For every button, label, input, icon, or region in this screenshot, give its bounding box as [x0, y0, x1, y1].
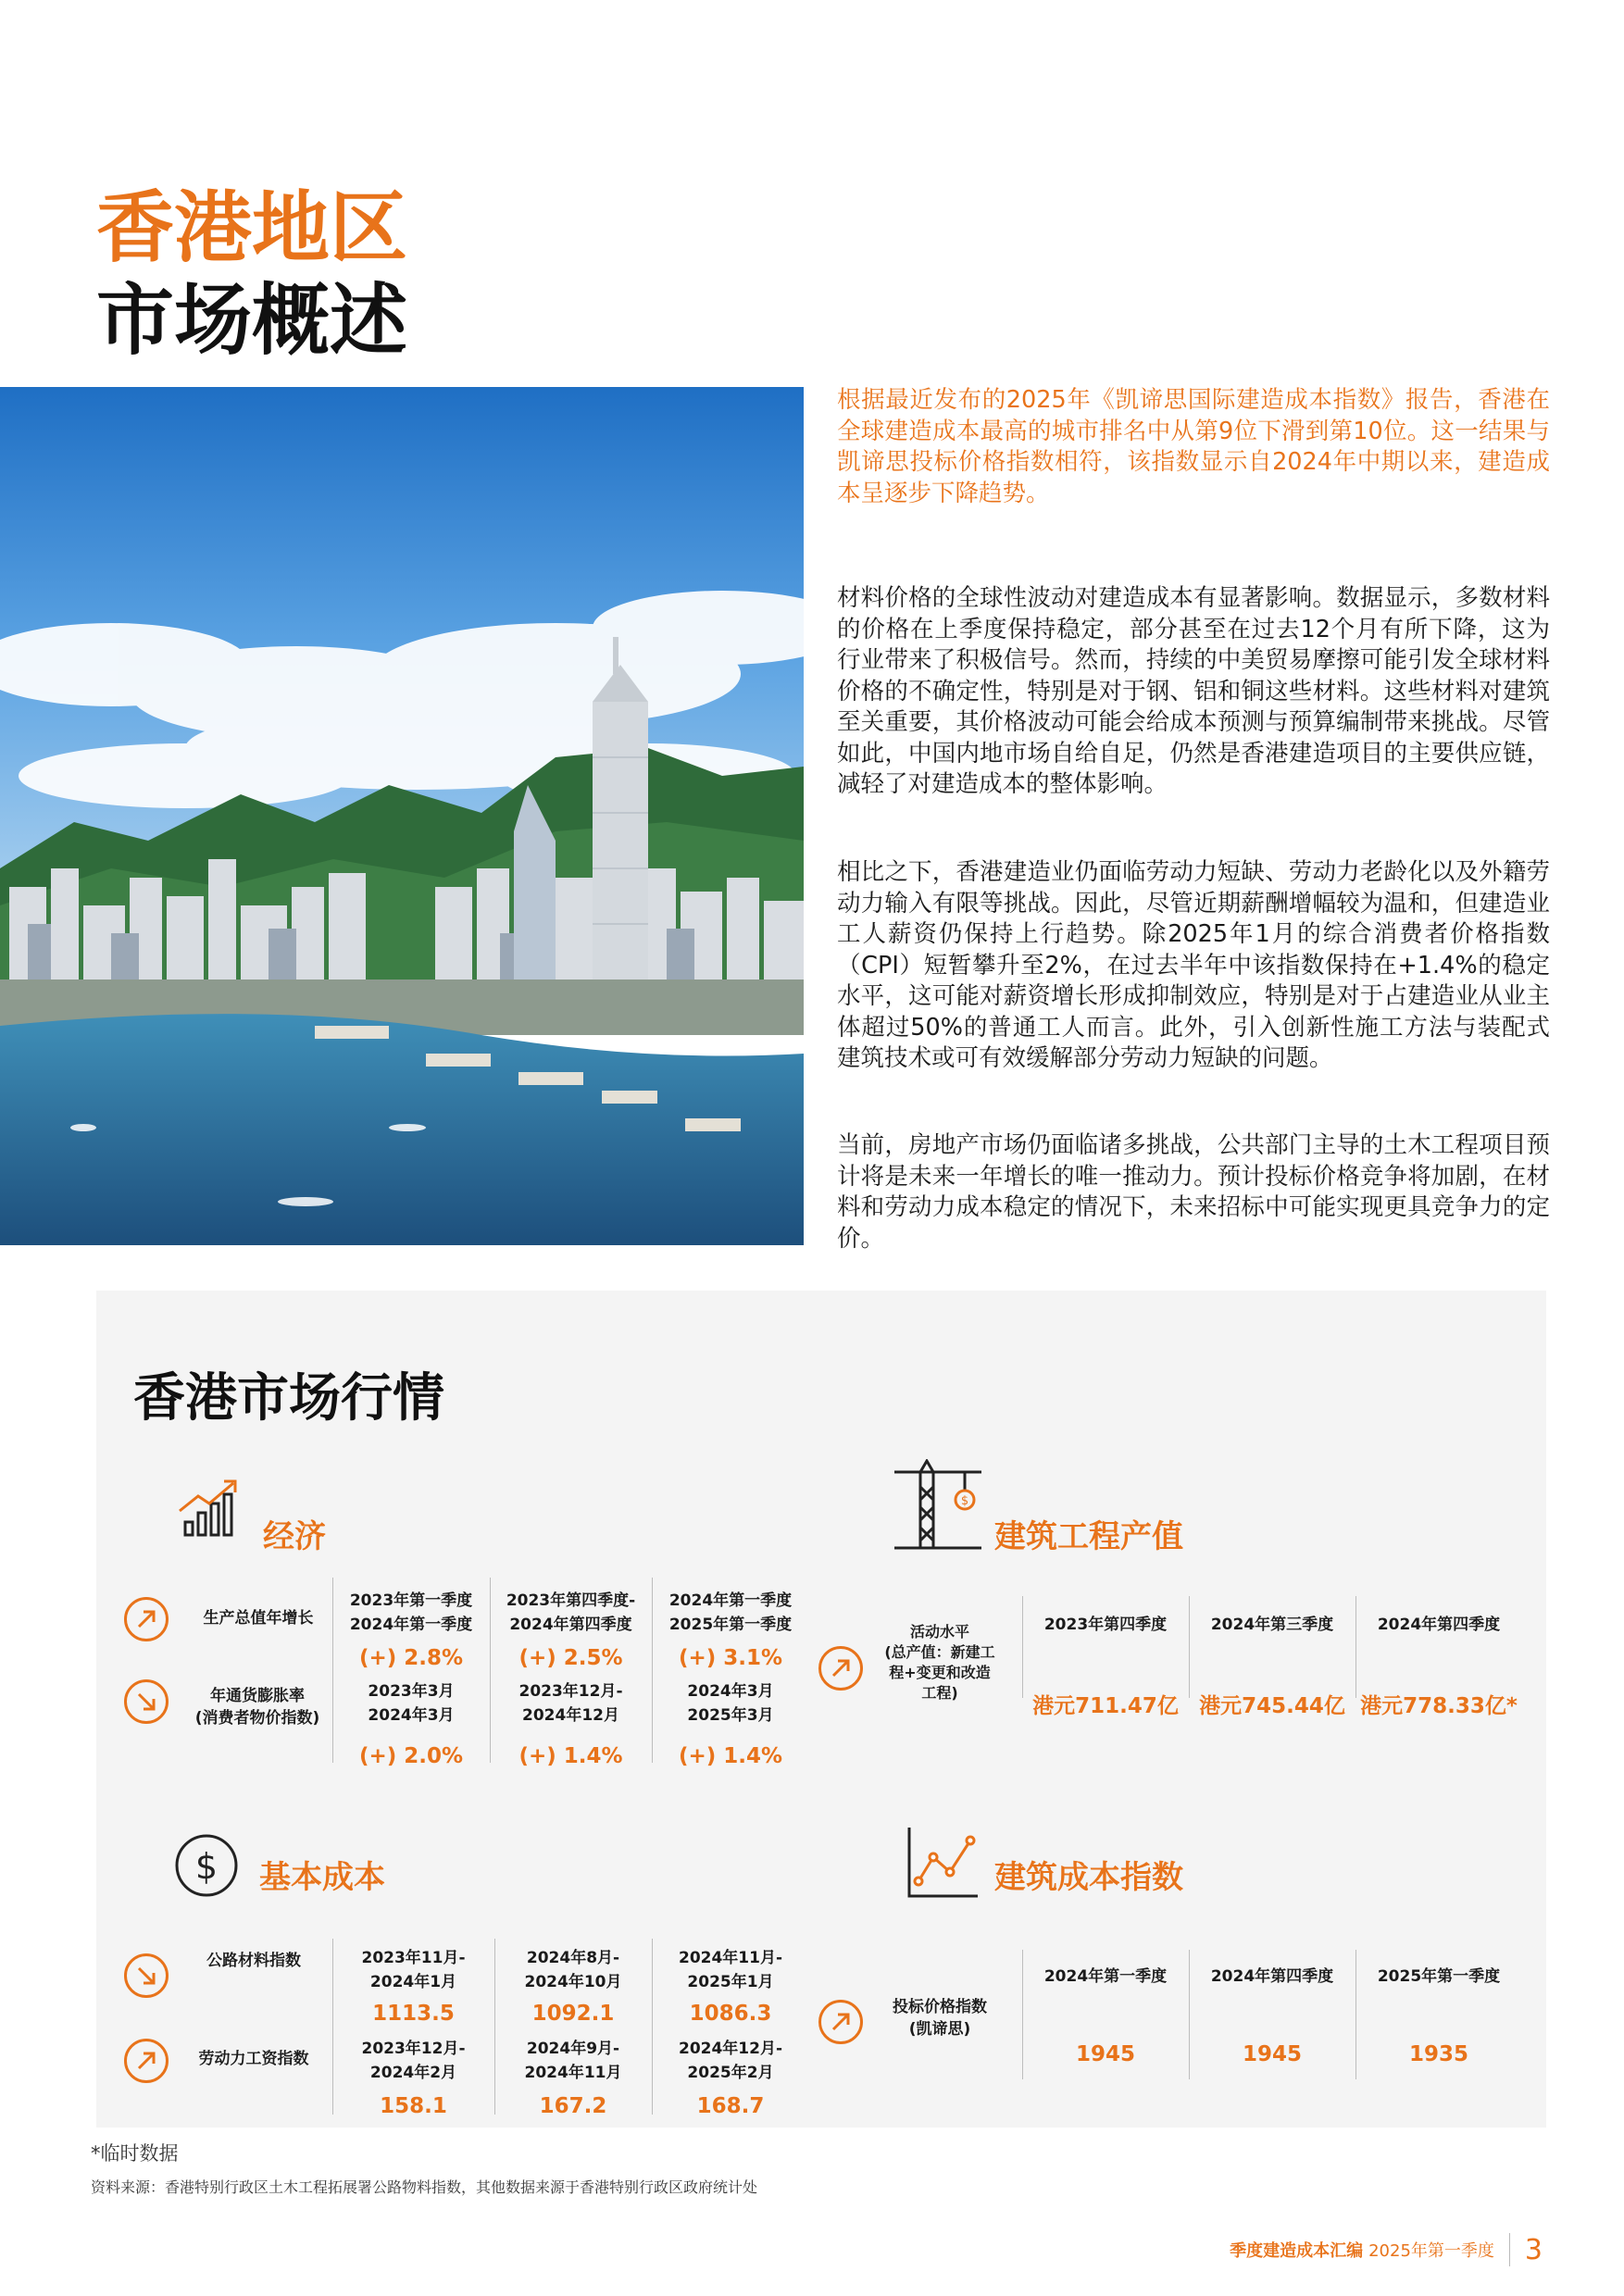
skyline-illustration [0, 387, 804, 1245]
footer-divider [1509, 2233, 1510, 2266]
paragraph-1 [837, 583, 1550, 801]
cpi-period-3: 2024年3月 2025年3月 [687, 1682, 774, 1725]
market-title: 香港市场行情 [133, 1368, 444, 1429]
gdp-period-2: 2023年第四季度- 2024年第四季度 [506, 1591, 636, 1634]
paragraph-1-text: 材料价格的全球性波动对建造成本有显著影响。数据显示，多数材料的价格在上季度保持稳定，部分甚至在过去12个月有所下降，这为行业带来了积极信号。然而，持续的中美贸易摩擦可能引发全球材料价格的不确定性，特别是对于钢、铝和铜这些材料。这些材料对建筑至关重要，其价格波动可能会给成本预测与预算编制带来挑战。尽管如此，中国内地市场自给自足，仍然是香港建造项目的主要供应链，减轻了对建造成本的整体影响。 [837, 584, 1550, 798]
labour-value-1: 158.1 [380, 2094, 447, 2118]
hero-photo-hong-kong [0, 387, 804, 1245]
lead-paragraph [837, 385, 1550, 509]
cost-index-title: 建筑成本指数 [994, 1859, 1183, 1896]
cpi-label: 年通货膨胀率 (消费者物价指数) [194, 1687, 320, 1728]
arrow-up-right-icon [830, 1657, 852, 1679]
svg-text:$: $ [960, 1494, 969, 1508]
lead-text: 根据最近发布的2025年《凯谛思国际建造成本指数》报告，香港在全球建造成本最高的城市排名中从第9位下滑到第10位。这一结果与凯谛思投标价格指数相符，该指数显示自2024年中期以来，建造成本呈逐步下降趋势。 [837, 386, 1550, 507]
cpi-value-3: (+) 1.4% [678, 1744, 783, 1768]
tender-price-index-label: 投标价格指数 (凯谛思) [893, 1998, 987, 2039]
base-cost-title: 基本成本 [259, 1859, 385, 1896]
road-value-3: 1086.3 [689, 2002, 772, 2026]
road-value-1: 1113.5 [372, 2002, 455, 2026]
arrow-down-right-icon [135, 1691, 157, 1713]
bar-chart-growth-icon [176, 1476, 246, 1539]
edition: 2025年第一季度 [1368, 2241, 1494, 2261]
svg-text:$: $ [194, 1846, 219, 1887]
page-footer [1230, 2233, 1543, 2266]
cpi-period-1: 2023年3月 2024年3月 [368, 1682, 455, 1725]
title-line-2: 市场概述 [96, 275, 408, 366]
publication-name: 季度建造成本汇编 [1230, 2241, 1364, 2261]
data-source: 资料来源：香港特别行政区土木工程拓展署公路物料指数，其他数据来源于香港特别行政区政府统计处 [91, 2178, 758, 2196]
dollar-icon [174, 1833, 239, 1898]
gdp-label: 生产总值年增长 [203, 1609, 314, 1628]
labour-period-2: 2024年9月- 2024年11月 [524, 2040, 622, 2082]
crane-icon [893, 1459, 985, 1552]
trend-up-circle [818, 2000, 863, 2044]
arrow-up-right-icon [830, 2011, 852, 2033]
labour-value-2: 167.2 [539, 2094, 607, 2118]
page-number: 3 [1524, 2233, 1543, 2266]
road-period-1: 2023年11月- 2024年1月 [361, 1949, 466, 1991]
arrow-up-right-icon [135, 1608, 157, 1630]
market-panel [96, 1291, 1546, 2128]
trend-up-circle [124, 1597, 169, 1641]
trend-up-circle [818, 1646, 863, 1691]
paragraph-3-text: 当前，房地产市场仍面临诸多挑战，公共部门主导的土木工程项目预计将是未来一年增长的唯一推动力。预计投标价格竞争将加剧，在材料和劳动力成本稳定的情况下，未来招标中可能实现更具竞争力的定价。 [837, 1131, 1550, 1253]
index-value-2: 1945 [1242, 2042, 1302, 2066]
labour-value-3: 168.7 [696, 2094, 765, 2118]
index-period-3: 2025年第一季度 [1377, 1967, 1501, 1986]
economy-title: 经济 [263, 1518, 326, 1555]
divider [1355, 1596, 1356, 1698]
trend-down-circle [124, 1679, 169, 1724]
index-value-1: 1945 [1075, 2042, 1135, 2066]
activity-label: 活动水平 (总产值：新建工 程+变更和改造 工程) [884, 1623, 995, 1702]
trend-down-circle [124, 1953, 169, 1998]
line-chart-icon [906, 1826, 980, 1900]
road-material-label: 公路材料指数 [206, 1952, 301, 1970]
index-value-3: 1935 [1408, 2042, 1468, 2066]
road-period-3: 2024年11月- 2025年1月 [678, 1949, 783, 1991]
gdp-period-3: 2024年第一季度 2025年第一季度 [668, 1591, 793, 1634]
cpi-period-2: 2023年12月- 2024年12月 [518, 1682, 623, 1725]
output-period-3: 2024年第四季度 [1377, 1616, 1501, 1634]
output-value-1: 港元711.47亿 [1032, 1694, 1179, 1718]
output-period-2: 2024年第三季度 [1210, 1616, 1334, 1634]
output-value-2: 港元745.44亿 [1199, 1694, 1345, 1718]
gdp-value-2: (+) 2.5% [518, 1646, 623, 1670]
gdp-value-3: (+) 3.1% [678, 1646, 783, 1670]
divider [1189, 1596, 1190, 1698]
paragraph-3 [837, 1130, 1550, 1254]
road-period-2: 2024年8月- 2024年10月 [524, 1949, 622, 1991]
cpi-value-2: (+) 1.4% [518, 1744, 623, 1768]
arrow-down-right-icon [135, 1965, 157, 1987]
divider [1022, 1596, 1023, 1698]
paragraph-2-text: 相比之下，香港建造业仍面临劳动力短缺、劳动力老龄化以及外籍劳动力输入有限等挑战。因此，尽管近期薪酬增幅较为温和，但建造业工人薪资仍保持上行趋势。除2025年1月的综合消费者价格指数（CPI）短暂攀升至2%，在过去半年中该指数保持在+1.4%的稳定水平，这可能对薪资增长形成抑制效应，特别是对于占建造业从业主体超过50%的普通工人而言。此外，引入创新性施工方法与装配式建筑技术或可有效缓解部分劳动力短缺的问题。 [837, 858, 1550, 1072]
index-period-1: 2024年第一季度 [1043, 1967, 1168, 1986]
provisional-note: *临时数据 [91, 2142, 179, 2165]
arrow-up-right-icon [135, 2050, 157, 2072]
paragraph-2 [837, 857, 1550, 1075]
labour-wage-label: 劳动力工资指数 [198, 2050, 309, 2068]
index-period-2: 2024年第四季度 [1210, 1967, 1334, 1986]
road-value-2: 1092.1 [531, 2002, 615, 2026]
cpi-value-1: (+) 2.0% [358, 1744, 464, 1768]
page-title [96, 181, 407, 367]
title-line-1: 香港地区 [96, 182, 408, 273]
construction-output-title: 建筑工程产值 [994, 1518, 1183, 1555]
gdp-period-1: 2023年第一季度 2024年第一季度 [349, 1591, 473, 1634]
labour-period-3: 2024年12月- 2025年2月 [678, 2040, 783, 2082]
trend-up-circle [124, 2039, 169, 2083]
gdp-value-1: (+) 2.8% [358, 1646, 464, 1670]
output-value-3: 港元778.33亿* [1360, 1694, 1518, 1718]
labour-period-1: 2023年12月- 2024年2月 [361, 2040, 466, 2082]
output-period-1: 2023年第四季度 [1043, 1616, 1168, 1634]
